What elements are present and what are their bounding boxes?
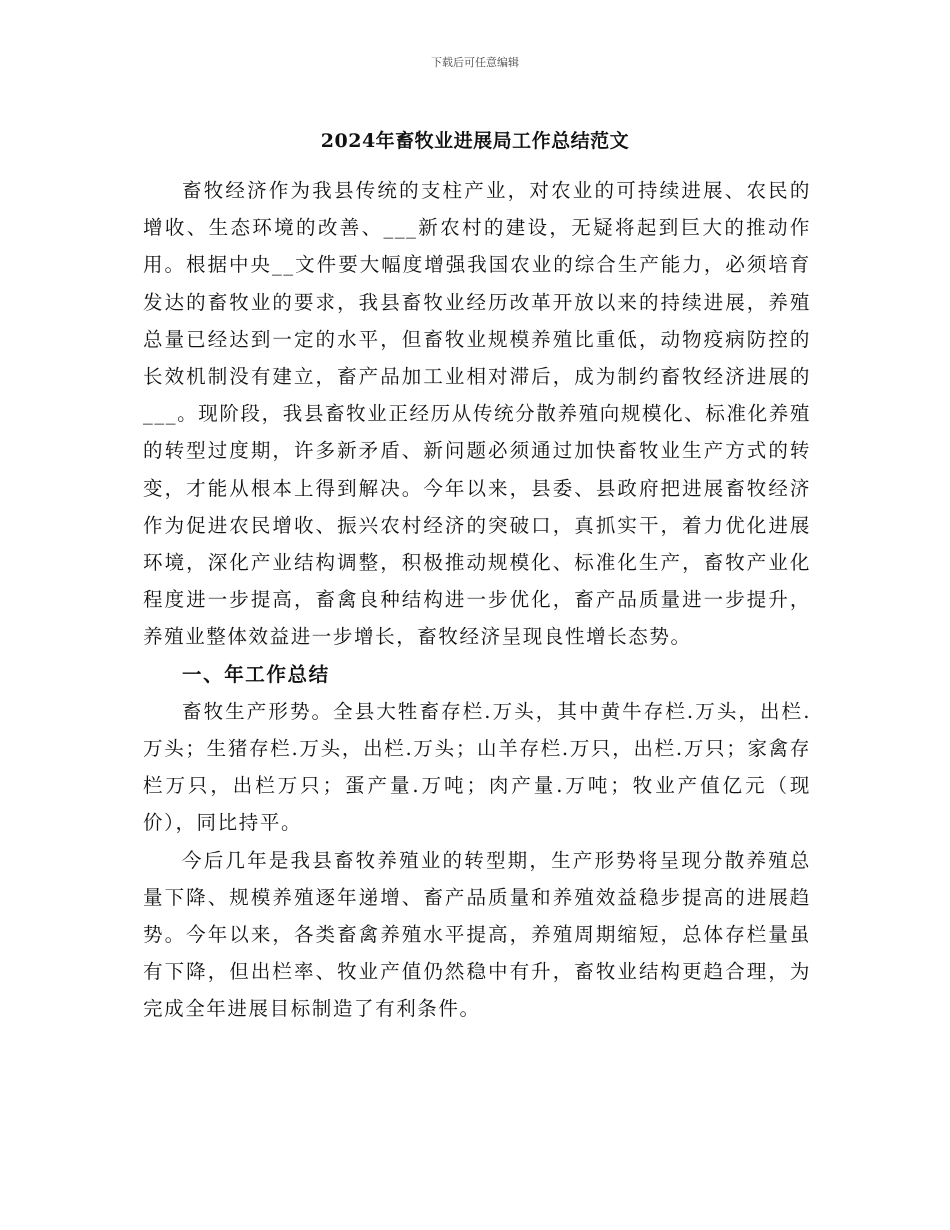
section-heading: 一、年工作总结 <box>182 662 330 686</box>
intro-paragraph: 畜牧经济作为我县传统的支柱产业，对农业的可持续进展、农民的增收、生态环境的改善、___新农村的建设，无疑将起到巨大的推动作用。根据中央__文件要大幅度增强我国农业的综合生产能力，必须培育发达的畜牧业的要求，我县畜牧业经历改革开放以来的持续进展，养殖总量已经达到一定的水平，但畜牧业规模养殖比重低，动物疫病防控的长效机制没有建立，畜产品加工业相对滞后，成为制约畜牧经济进展的___。现阶段，我县畜牧业正经历从传统分散养殖向规模化、标准化养殖的转型过度期，许多新矛盾、新问题必须通过加快畜牧业生产方式的转变，才能从根本上得到解决。今年以来，县委、县政府把进展畜牧经济作为促进农民增收、振兴农村经济的突破口，真抓实干，着力优化进展环境，深化产业结构调整，积极推动规模化、标准化生产，畜牧产业化程度进一步提高，畜禽良种结构进一步优化，畜产品质量进一步提升，养殖业整体效益进一步增长，畜牧经济呈现良性增长态势。 <box>143 179 811 649</box>
trend-paragraph: 今后几年是我县畜牧养殖业的转型期，生产形势将呈现分散养殖总量下降、规模养殖逐年递增、畜产品质量和养殖效益稳步提高的进展趋势。今年以来，各类畜禽养殖水平提高，养殖周期缩短，总体存栏量虽有下降，但出栏率、牧业产值仍然稳中有升，畜牧业结构更趋合理，为完成全年进展目标制造了有利条件。 <box>143 848 811 1021</box>
production-situation-paragraph: 畜牧生产形势。全县大牲畜存栏.万头，其中黄牛存栏.万头，出栏.万头；生猪存栏.万头，出栏.万头；山羊存栏.万只，出栏.万只；家禽存栏万只，出栏万只；蛋产量.万吨；肉产量.万吨；牧业产值亿元（现价），同比持平。 <box>143 699 811 835</box>
page-header-note: 下载后可任意编辑 <box>431 56 519 69</box>
document-body <box>143 172 811 1028</box>
document-title: 2024年畜牧业进展局工作总结范文 <box>320 130 630 152</box>
